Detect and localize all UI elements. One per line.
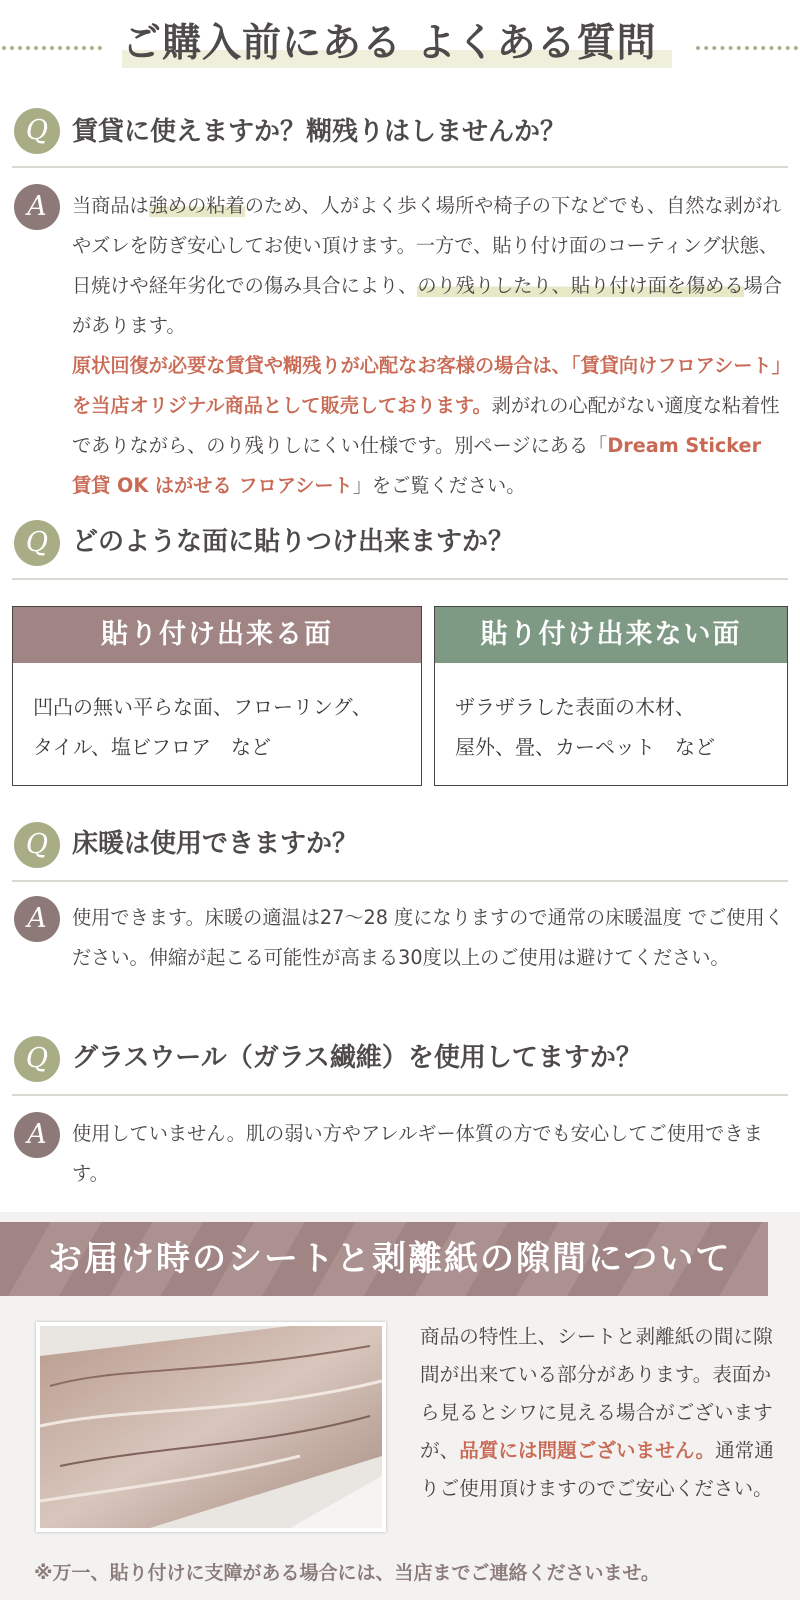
surface-ok-title: 貼り付け出来る面 bbox=[13, 607, 421, 663]
q-badge-icon: Q bbox=[14, 108, 60, 154]
question-2: どのような面に貼りつけ出来ますか？ bbox=[72, 527, 515, 557]
answer-3: 使用できます。床暖の適温は27～28 度になりますので通常の床暖温度 でご使用ください。伸縮が起こる可能性が高まる30度以上のご使用は避けてください。 bbox=[72, 906, 784, 969]
answer-4: 使用していません。肌の弱い方やアレルギー体質の方でも安心してご使用できます。 bbox=[72, 1122, 763, 1185]
surface-ok-box bbox=[12, 606, 422, 786]
header-dots-left bbox=[2, 46, 102, 54]
q-badge-icon: Q bbox=[14, 1036, 60, 1082]
divider bbox=[12, 880, 788, 882]
gap-description-red: 品質には問題ございません。 bbox=[459, 1439, 716, 1462]
gap-section bbox=[0, 1212, 800, 1600]
surface-ok-body: 凹凸の無い平らな面、フローリング、 タイル、塩ビフロア など bbox=[33, 695, 372, 759]
q-badge-icon: Q bbox=[14, 822, 60, 868]
contact-note: ※万一、貼り付けに支障がある場合には、当店までご連絡くださいませ。 bbox=[34, 1562, 660, 1584]
answer-1: 当商品は強めの粘着のため、人がよく歩く場所や椅子の下などでも、自然な剥がれやズレを防ぎ安心してお使い頂けます。一方で、貼り付け面のコーティング状態、日焼けや経年劣化での傷み具合により、のり残りしたり、貼り付け面を傷める場合があります。 原状回復が必要な賃貸や糊残りが心配なお客様の場合は、「賃貸向けフロアシート」を当店オリジナル商品として販売しております。剥がれの心配がない適度な粘着性でありながら、のり残りしにくい仕様です。別ページにある「Dream Sticker 賃貸 OK はがせる フロアシート」をご覧ください。 bbox=[72, 194, 782, 497]
divider bbox=[12, 1094, 788, 1096]
q-badge-icon: Q bbox=[14, 520, 60, 566]
header bbox=[0, 0, 800, 92]
surface-ng-box bbox=[434, 606, 788, 786]
a-badge-icon: A bbox=[14, 1112, 60, 1158]
divider bbox=[12, 578, 788, 580]
surface-ng-title: 貼り付け出来ない面 bbox=[435, 607, 787, 663]
surface-ng-body: ザラザラした表面の木材、 屋外、畳、カーペット など bbox=[455, 695, 715, 759]
answer-1-red: 原状回復が必要な賃貸や糊残りが心配なお客様の場合は、「賃貸向けフロアシート」を当店オリジナル商品として販売しております。 bbox=[72, 354, 782, 417]
product-link[interactable]: Dream Sticker 賃貸 OK はがせる フロアシート bbox=[72, 434, 762, 497]
gap-description: 商品の特性上、シートと剥離紙の間に隙間が出来ている部分があります。表面から見るとシワに見える場合がございますが、品質には問題ございません。通常通りご使用頂けますのでご安心ください。 bbox=[420, 1325, 774, 1500]
a-badge-icon: A bbox=[14, 896, 60, 942]
highlight-strong-adhesive: 強めの粘着 bbox=[148, 194, 245, 217]
question-1: 賃貸に使えますか？糊残りはしませんか？ bbox=[72, 117, 567, 147]
question-4: グラスウール（ガラス繊維）を使用してますか？ bbox=[72, 1043, 642, 1073]
sheet-photo bbox=[36, 1322, 386, 1532]
header-dots-right bbox=[696, 46, 798, 54]
gap-section-title: お届け時のシートと剥離紙の隙間について bbox=[0, 1222, 768, 1296]
question-3: 床暖は使用できますか？ bbox=[72, 829, 359, 859]
page-title: ご購入前にある よくある質問 bbox=[122, 18, 672, 70]
divider bbox=[12, 166, 788, 168]
a-badge-icon: A bbox=[14, 184, 60, 230]
highlight-residue: のり残りしたり、貼り付け面を傷める bbox=[417, 274, 744, 297]
